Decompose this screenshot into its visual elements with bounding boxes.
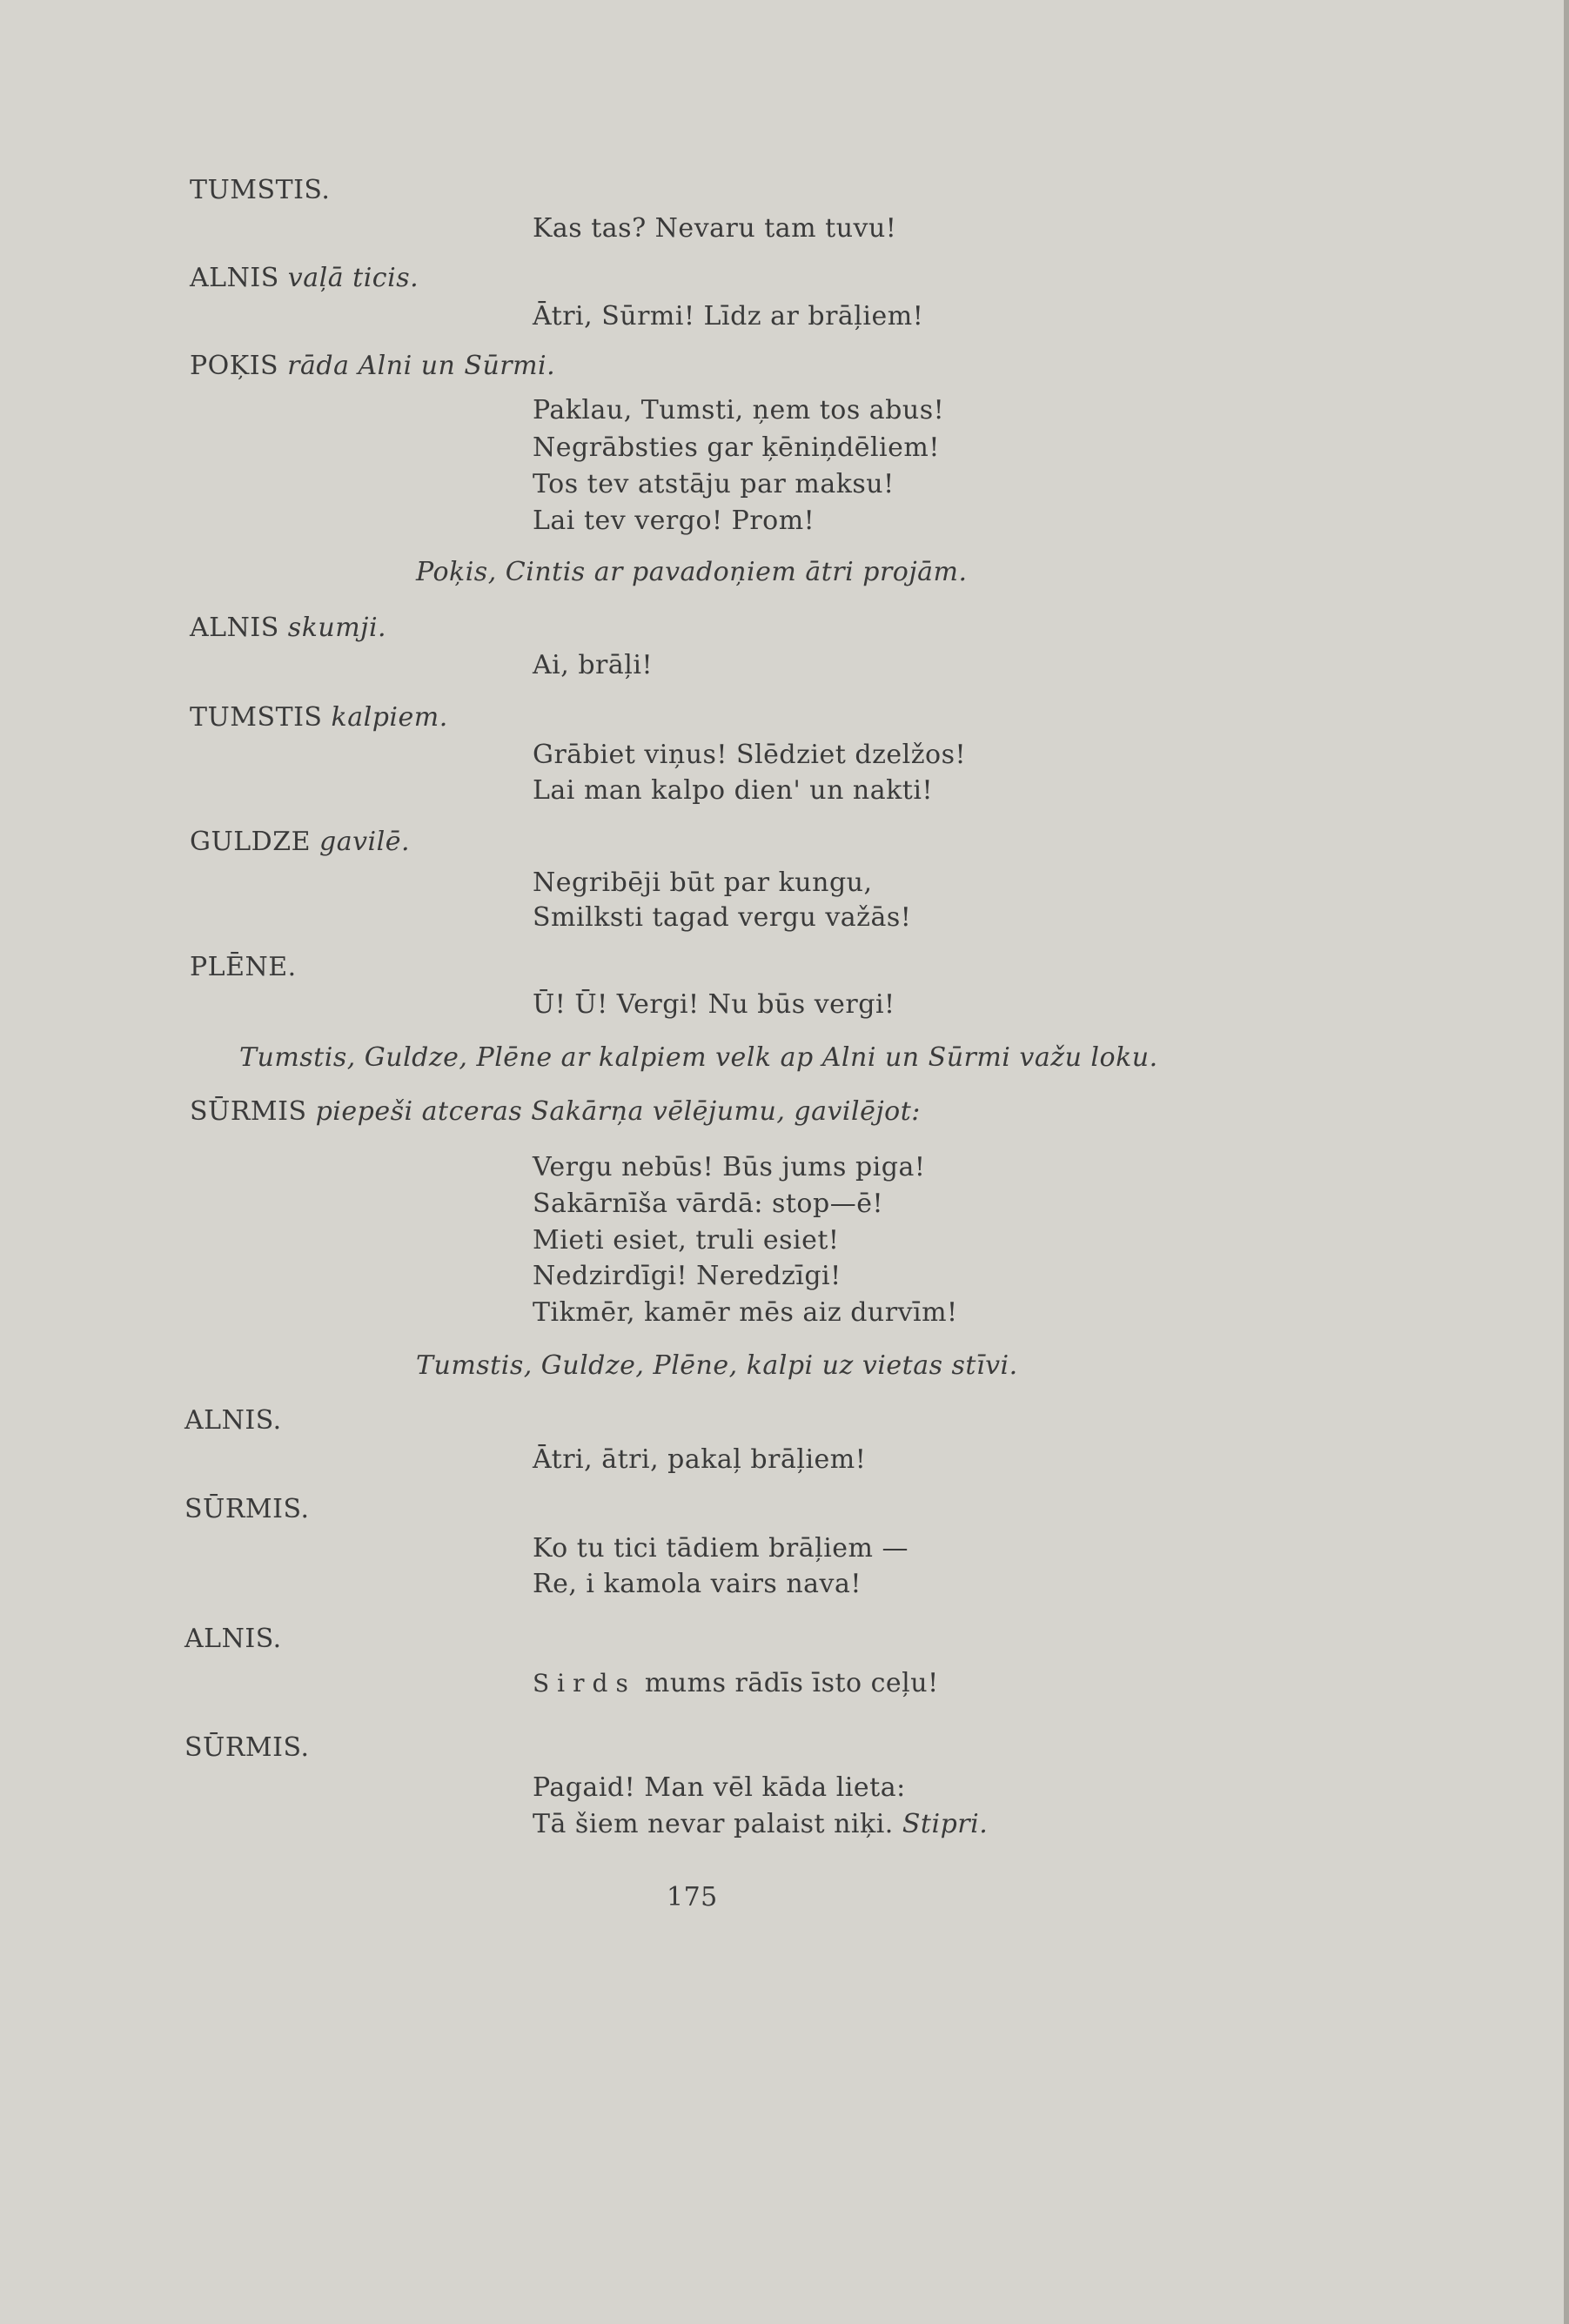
speaker-pokis: POĶIS rāda Alni un Sūrmi. bbox=[190, 351, 556, 381]
speaker-surmis: SŪRMIS. bbox=[184, 1732, 310, 1763]
line: Ātri, ātri, pakaļ brāļiem! bbox=[533, 1444, 867, 1475]
speaker-tumstis: TUMSTIS. bbox=[190, 175, 331, 205]
speaker-alnis: ALNIS. bbox=[184, 1405, 282, 1436]
line: Sirds mums rādīs īsto ceļu! bbox=[533, 1668, 939, 1698]
line: Ātri, Sūrmi! Līdz ar brāļiem! bbox=[533, 301, 924, 332]
line: Lai tev vergo! Prom! bbox=[533, 506, 815, 536]
speaker-plene: PLĒNE. bbox=[190, 952, 297, 982]
line: Negrābsties gar ķēniņdēliem! bbox=[533, 432, 940, 463]
line: Nedzirdīgi! Neredzīgi! bbox=[533, 1261, 841, 1291]
line: Grābiet viņus! Slēdziet dzelžos! bbox=[533, 740, 967, 770]
stage-direction: Tumstis, Guldze, Plēne, kalpi uz vietas stīvi. bbox=[416, 1350, 1018, 1381]
stage-direction: Poķis, Cintis ar pavadoņiem ātri projām. bbox=[416, 557, 968, 587]
speaker-surmis: SŪRMIS piepeši atceras Sakārņa vēlējumu, gavilējot: bbox=[190, 1096, 921, 1127]
line: Kas tas? Nevaru tam tuvu! bbox=[533, 213, 897, 244]
line: Pagaid! Man vēl kāda lieta: bbox=[533, 1772, 906, 1803]
line: Ko tu tici tādiem brāļiem — bbox=[533, 1533, 909, 1564]
speaker-tumstis: TUMSTIS kalpiem. bbox=[190, 702, 448, 733]
line: Ai, brāļi! bbox=[533, 650, 654, 680]
speaker-surmis: SŪRMIS. bbox=[184, 1494, 310, 1524]
stage-direction-inline: Stipri. bbox=[902, 1809, 989, 1839]
speaker-alnis: ALNIS. bbox=[184, 1624, 282, 1654]
line: Negribēji būt par kungu, bbox=[533, 867, 873, 898]
speaker-guldze: GULDZE gavilē. bbox=[190, 827, 411, 857]
spaced-word: Sirds bbox=[533, 1669, 636, 1698]
line: Vergu nebūs! Būs jums piga! bbox=[533, 1152, 926, 1182]
line: Ū! Ū! Vergi! Nu būs vergi! bbox=[533, 989, 895, 1020]
line: Tā šiem nevar palaist niķi. Stipri. bbox=[533, 1809, 989, 1839]
page-number: 175 bbox=[667, 1882, 718, 1912]
line: Paklau, Tumsti, ņem tos abus! bbox=[533, 395, 945, 425]
stage-direction: Tumstis, Guldze, Plēne ar kalpiem velk ap Alni un Sūrmi važu loku. bbox=[239, 1042, 1158, 1073]
line: Tos tev atstāju par maksu! bbox=[533, 469, 895, 499]
speaker-alnis: ALNIS vaļā ticis. bbox=[190, 263, 419, 293]
page-edge bbox=[1564, 0, 1569, 2324]
line: Sakārnīša vārdā: stop—ē! bbox=[533, 1189, 884, 1219]
line: Re, i kamola vairs nava! bbox=[533, 1569, 862, 1599]
line: Smilksti tagad vergu važās! bbox=[533, 902, 912, 933]
line: Lai man kalpo dien' un nakti! bbox=[533, 775, 934, 806]
line: Tikmēr, kamēr mēs aiz durvīm! bbox=[533, 1297, 958, 1328]
speaker-alnis: ALNIS skumji. bbox=[190, 613, 387, 643]
line: Mieti esiet, truli esiet! bbox=[533, 1225, 840, 1256]
